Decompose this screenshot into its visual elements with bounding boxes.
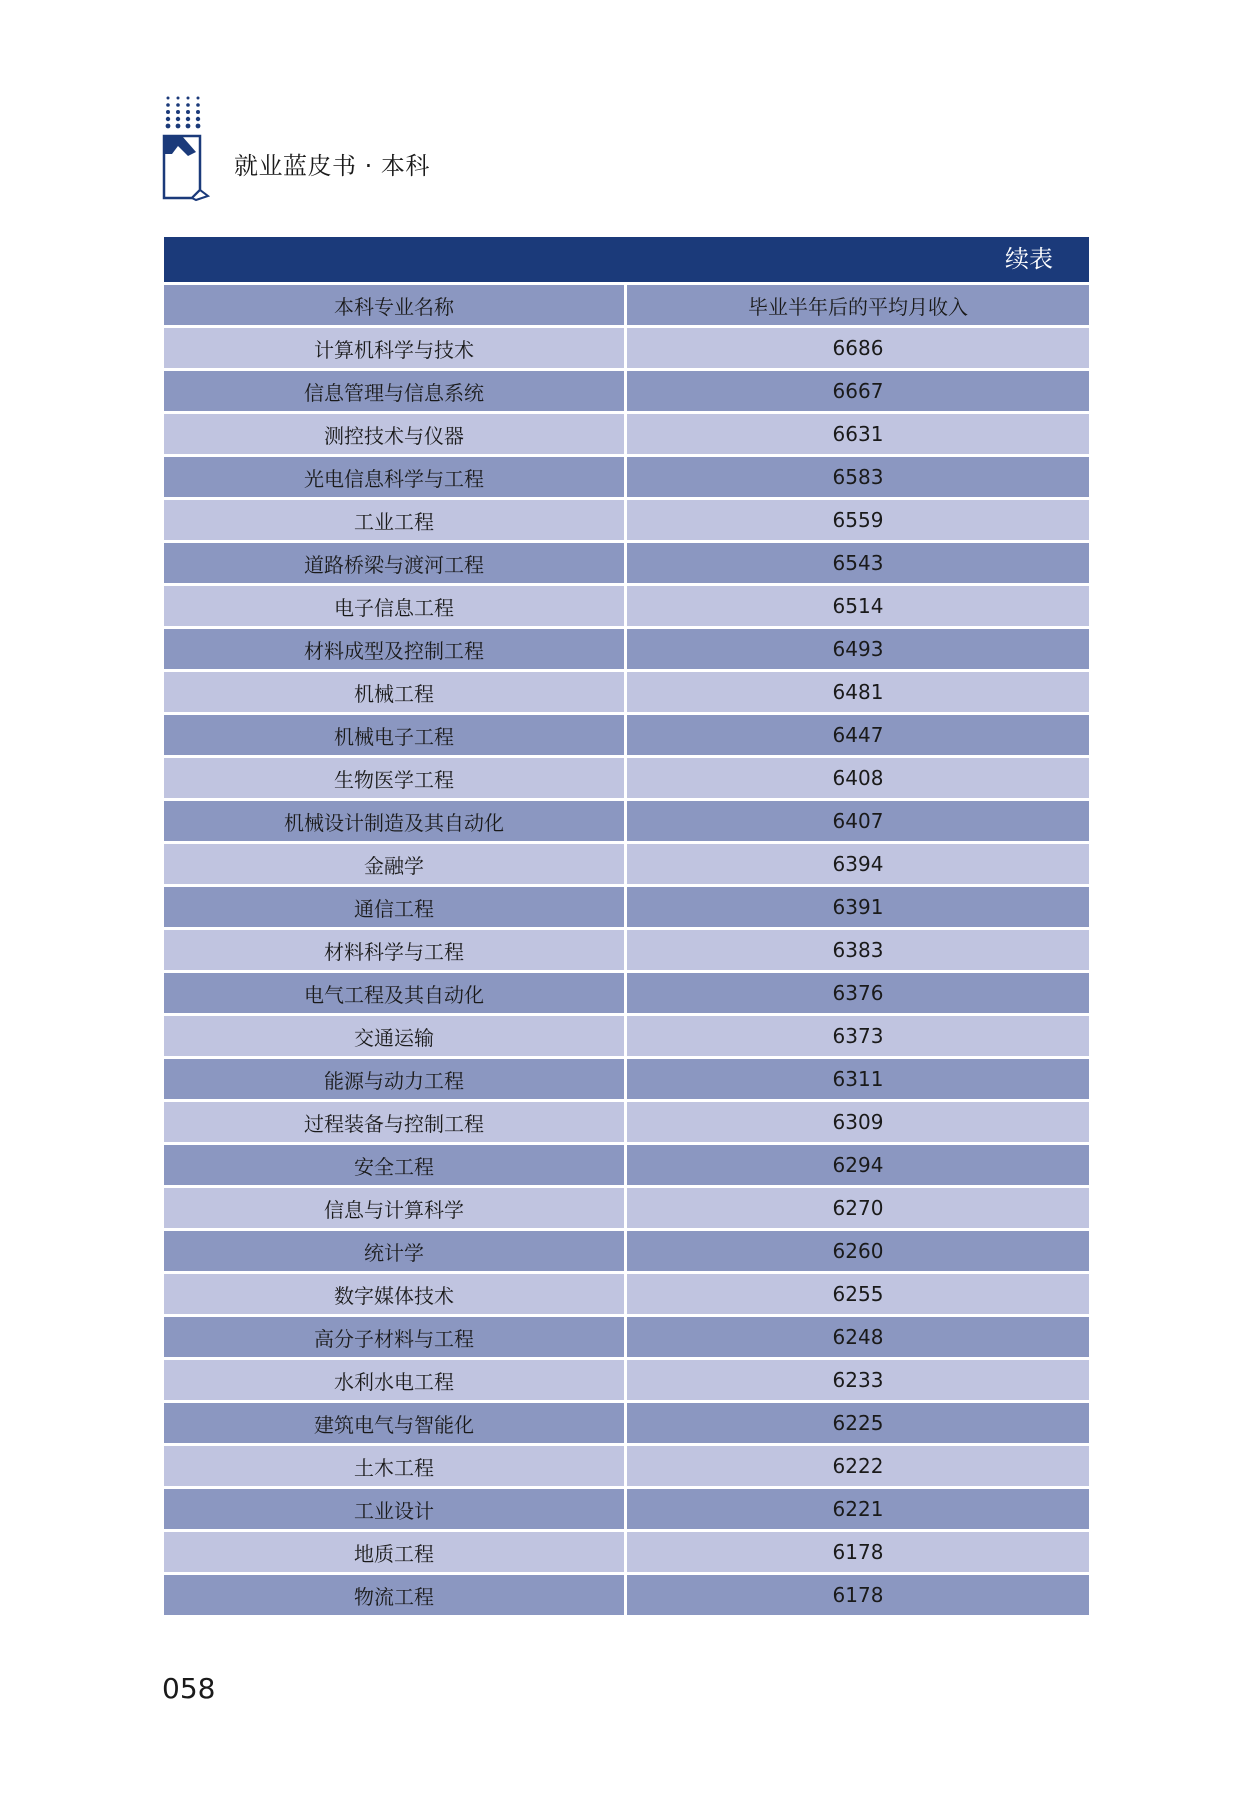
major-name-cell: 工业工程 [164, 500, 627, 543]
table-row [164, 1145, 1089, 1188]
major-name-cell: 建筑电气与智能化 [164, 1403, 627, 1446]
book-logo-icon [162, 94, 210, 202]
income-cell: 6248 [627, 1317, 1089, 1360]
income-cell: 6686 [627, 328, 1089, 371]
table-row [164, 801, 1089, 844]
table-row [164, 887, 1089, 930]
table-row [164, 457, 1089, 500]
major-name-cell: 地质工程 [164, 1532, 627, 1575]
major-name-cell: 土木工程 [164, 1446, 627, 1489]
major-name-cell: 机械设计制造及其自动化 [164, 801, 627, 844]
table-row [164, 930, 1089, 973]
salary-table [164, 237, 1089, 1615]
income-cell: 6376 [627, 973, 1089, 1016]
income-cell: 6583 [627, 457, 1089, 500]
major-name-cell: 材料科学与工程 [164, 930, 627, 973]
income-cell: 6373 [627, 1016, 1089, 1059]
major-name-cell: 道路桥梁与渡河工程 [164, 543, 627, 586]
income-cell: 6391 [627, 887, 1089, 930]
income-cell: 6178 [627, 1532, 1089, 1575]
income-cell: 6407 [627, 801, 1089, 844]
major-name-cell: 电气工程及其自动化 [164, 973, 627, 1016]
major-name-cell: 金融学 [164, 844, 627, 887]
income-cell: 6225 [627, 1403, 1089, 1446]
table-row [164, 1102, 1089, 1145]
table-row [164, 672, 1089, 715]
income-cell: 6631 [627, 414, 1089, 457]
data-table [164, 285, 1089, 1615]
continued-table-label: 续表 [1005, 245, 1053, 273]
table-row [164, 1016, 1089, 1059]
table-row [164, 1360, 1089, 1403]
table-row [164, 1489, 1089, 1532]
table-row [164, 1188, 1089, 1231]
column-header-income: 毕业半年后的平均月收入 [627, 285, 1089, 328]
income-cell: 6408 [627, 758, 1089, 801]
major-name-cell: 测控技术与仪器 [164, 414, 627, 457]
major-name-cell: 工业设计 [164, 1489, 627, 1532]
income-cell: 6394 [627, 844, 1089, 887]
major-name-cell: 安全工程 [164, 1145, 627, 1188]
major-name-cell: 通信工程 [164, 887, 627, 930]
income-cell: 6270 [627, 1188, 1089, 1231]
major-name-cell: 物流工程 [164, 1575, 627, 1615]
major-name-cell: 信息与计算科学 [164, 1188, 627, 1231]
income-cell: 6447 [627, 715, 1089, 758]
income-cell: 6309 [627, 1102, 1089, 1145]
income-cell: 6233 [627, 1360, 1089, 1403]
table-row [164, 328, 1089, 371]
table-row [164, 1231, 1089, 1274]
income-cell: 6311 [627, 1059, 1089, 1102]
major-name-cell: 能源与动力工程 [164, 1059, 627, 1102]
table-row [164, 629, 1089, 672]
table-row [164, 758, 1089, 801]
table-banner [164, 237, 1089, 282]
major-name-cell: 电子信息工程 [164, 586, 627, 629]
income-cell: 6221 [627, 1489, 1089, 1532]
major-name-cell: 过程装备与控制工程 [164, 1102, 627, 1145]
income-cell: 6178 [627, 1575, 1089, 1615]
income-cell: 6260 [627, 1231, 1089, 1274]
table-row [164, 500, 1089, 543]
table-row [164, 586, 1089, 629]
major-name-cell: 统计学 [164, 1231, 627, 1274]
income-cell: 6493 [627, 629, 1089, 672]
major-name-cell: 交通运输 [164, 1016, 627, 1059]
table-row [164, 715, 1089, 758]
income-cell: 6514 [627, 586, 1089, 629]
income-cell: 6667 [627, 371, 1089, 414]
major-name-cell: 光电信息科学与工程 [164, 457, 627, 500]
table-body [164, 328, 1089, 1615]
income-cell: 6481 [627, 672, 1089, 715]
income-cell: 6255 [627, 1274, 1089, 1317]
major-name-cell: 水利水电工程 [164, 1360, 627, 1403]
major-name-cell: 机械工程 [164, 672, 627, 715]
major-name-cell: 信息管理与信息系统 [164, 371, 627, 414]
income-cell: 6383 [627, 930, 1089, 973]
table-header-row [164, 285, 1089, 328]
table-row [164, 414, 1089, 457]
table-row [164, 1532, 1089, 1575]
page-number: 058 [162, 1672, 216, 1705]
running-title: 就业蓝皮书 · 本科 [234, 152, 430, 180]
table-row [164, 844, 1089, 887]
major-name-cell: 数字媒体技术 [164, 1274, 627, 1317]
page-header [162, 94, 562, 202]
table-row [164, 1059, 1089, 1102]
major-name-cell: 生物医学工程 [164, 758, 627, 801]
table-row [164, 1446, 1089, 1489]
table-row [164, 371, 1089, 414]
income-cell: 6222 [627, 1446, 1089, 1489]
table-row [164, 1403, 1089, 1446]
income-cell: 6543 [627, 543, 1089, 586]
major-name-cell: 材料成型及控制工程 [164, 629, 627, 672]
income-cell: 6294 [627, 1145, 1089, 1188]
table-row [164, 1317, 1089, 1360]
table-row [164, 1575, 1089, 1615]
table-row [164, 543, 1089, 586]
column-header-major: 本科专业名称 [164, 285, 627, 328]
table-row [164, 1274, 1089, 1317]
table-row [164, 973, 1089, 1016]
major-name-cell: 计算机科学与技术 [164, 328, 627, 371]
income-cell: 6559 [627, 500, 1089, 543]
major-name-cell: 机械电子工程 [164, 715, 627, 758]
major-name-cell: 高分子材料与工程 [164, 1317, 627, 1360]
